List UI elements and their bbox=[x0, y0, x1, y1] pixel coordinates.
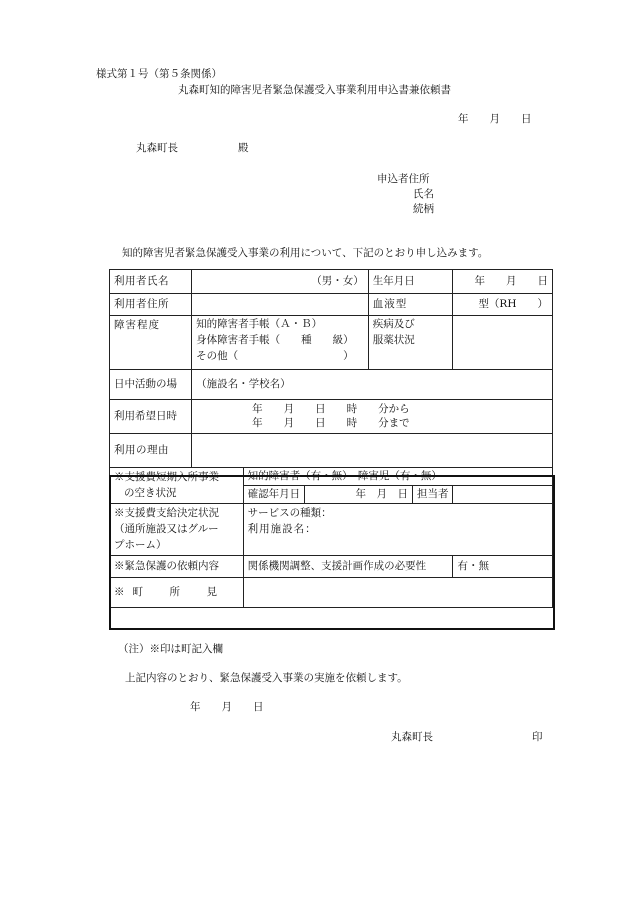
signature-name: 丸森町長 bbox=[391, 731, 433, 743]
illness-label-line2: 服薬状況 bbox=[372, 333, 415, 346]
disability-label: 障害程度 bbox=[110, 316, 192, 370]
decision-label-line1: ※支援費支給決定状況 bbox=[114, 507, 219, 519]
daytime-value[interactable]: （施設名・学校名） bbox=[192, 370, 553, 400]
blood-type-label: 血液型 bbox=[368, 294, 453, 316]
reason-field[interactable] bbox=[192, 434, 553, 468]
addressee-name: 丸森町長 bbox=[136, 142, 178, 154]
desired-dates-field[interactable] bbox=[192, 400, 553, 434]
closing-text: 上記内容のとおり、緊急保護受入事業の実施を依頼します。 bbox=[125, 672, 408, 684]
vacancy-label-line1: ※支援費短期入所事業 bbox=[114, 471, 219, 484]
illness-label-line1: 疾病及び bbox=[372, 318, 415, 330]
row-disability bbox=[110, 316, 553, 370]
gender-selector[interactable]: （男・女） bbox=[192, 270, 369, 294]
confirm-date-label: 確認年月日 bbox=[243, 486, 305, 504]
user-address-label: 利用者住所 bbox=[110, 294, 192, 316]
request-yesno[interactable]: 有・無 bbox=[453, 556, 553, 578]
disability-line-other: その他（ ） bbox=[196, 349, 354, 362]
row-daytime bbox=[110, 370, 553, 400]
town-opinion-label: ※町 所 見 bbox=[110, 578, 244, 608]
illness-label bbox=[368, 316, 453, 370]
vacancy-label-line2: の空き状況 bbox=[124, 486, 177, 499]
blood-type-value[interactable]: 型（RH ） bbox=[453, 294, 553, 316]
row-town-opinion bbox=[110, 578, 553, 608]
disability-line-intellectual: 知的障害者手帳（Ａ・Ｂ） bbox=[196, 318, 323, 330]
reason-label: 利用の理由 bbox=[110, 434, 192, 468]
staff-field[interactable] bbox=[453, 486, 553, 504]
staff-label: 担当者 bbox=[412, 486, 453, 504]
vacancy-label bbox=[110, 468, 244, 504]
application-table bbox=[109, 269, 553, 608]
decision-label-line2: （通所施設又はグルー bbox=[114, 522, 219, 535]
decision-label bbox=[110, 504, 244, 556]
document-title: 丸森町知的障害児者緊急保護受入事業利用申込書兼依頼書 bbox=[178, 84, 451, 96]
row-desired-dates bbox=[110, 400, 553, 434]
disability-line-physical: 身体障害者手帳（ 種 級） bbox=[196, 333, 354, 346]
disability-details[interactable] bbox=[192, 316, 369, 370]
daytime-label: 日中活動の場 bbox=[110, 370, 192, 400]
applicant-address-label: 申込者住所 bbox=[377, 173, 430, 185]
decision-field[interactable] bbox=[243, 504, 552, 556]
request-label: ※緊急保護の依頼内容 bbox=[110, 556, 244, 578]
town-opinion-field[interactable] bbox=[243, 578, 552, 608]
user-address-field[interactable] bbox=[192, 294, 369, 316]
row-request bbox=[110, 556, 553, 578]
birthdate-label: 生年月日 bbox=[368, 270, 453, 294]
user-name-label: 利用者氏名 bbox=[110, 270, 192, 294]
closing-date: 年 月 日 bbox=[190, 701, 264, 713]
request-value: 関係機関調整、支援計画作成の必要性 bbox=[243, 556, 453, 578]
desired-dates-label: 利用希望日時 bbox=[110, 400, 192, 434]
intro-text: 知的障害児者緊急保護受入事業の利用について、下記のとおり申し込みます。 bbox=[122, 247, 489, 259]
seal-mark: 印 bbox=[532, 731, 543, 743]
row-user-address bbox=[110, 294, 553, 316]
row-vacancy bbox=[110, 468, 553, 486]
desired-from: 年 月 日 時 分から bbox=[252, 403, 410, 416]
header-date: 年 月 日 bbox=[458, 113, 532, 125]
note-text: （注）※印は町記入欄 bbox=[118, 643, 223, 655]
decision-label-line3: プホーム） bbox=[114, 538, 167, 551]
confirm-date-value[interactable]: 年 月 日 bbox=[305, 486, 413, 504]
service-type-label: サービスの種類： bbox=[247, 507, 332, 519]
row-reason bbox=[110, 434, 553, 468]
row-user-name bbox=[110, 270, 553, 294]
applicant-name-label: 氏名 bbox=[413, 188, 434, 200]
row-decision bbox=[110, 504, 553, 556]
vacancy-status[interactable]: 知的障害者（有・無） 障害児（有・無） bbox=[243, 468, 552, 486]
facility-name-label: 利用施設名： bbox=[247, 522, 317, 535]
desired-to: 年 月 日 時 分まで bbox=[252, 416, 410, 429]
applicant-relation-label: 続柄 bbox=[413, 203, 434, 215]
illness-field[interactable] bbox=[453, 316, 553, 370]
form-number: 様式第１号（第５条関係） bbox=[96, 68, 222, 80]
addressee-honorific: 殿 bbox=[238, 142, 249, 154]
birthdate-value[interactable]: 年 月 日 bbox=[453, 270, 553, 294]
